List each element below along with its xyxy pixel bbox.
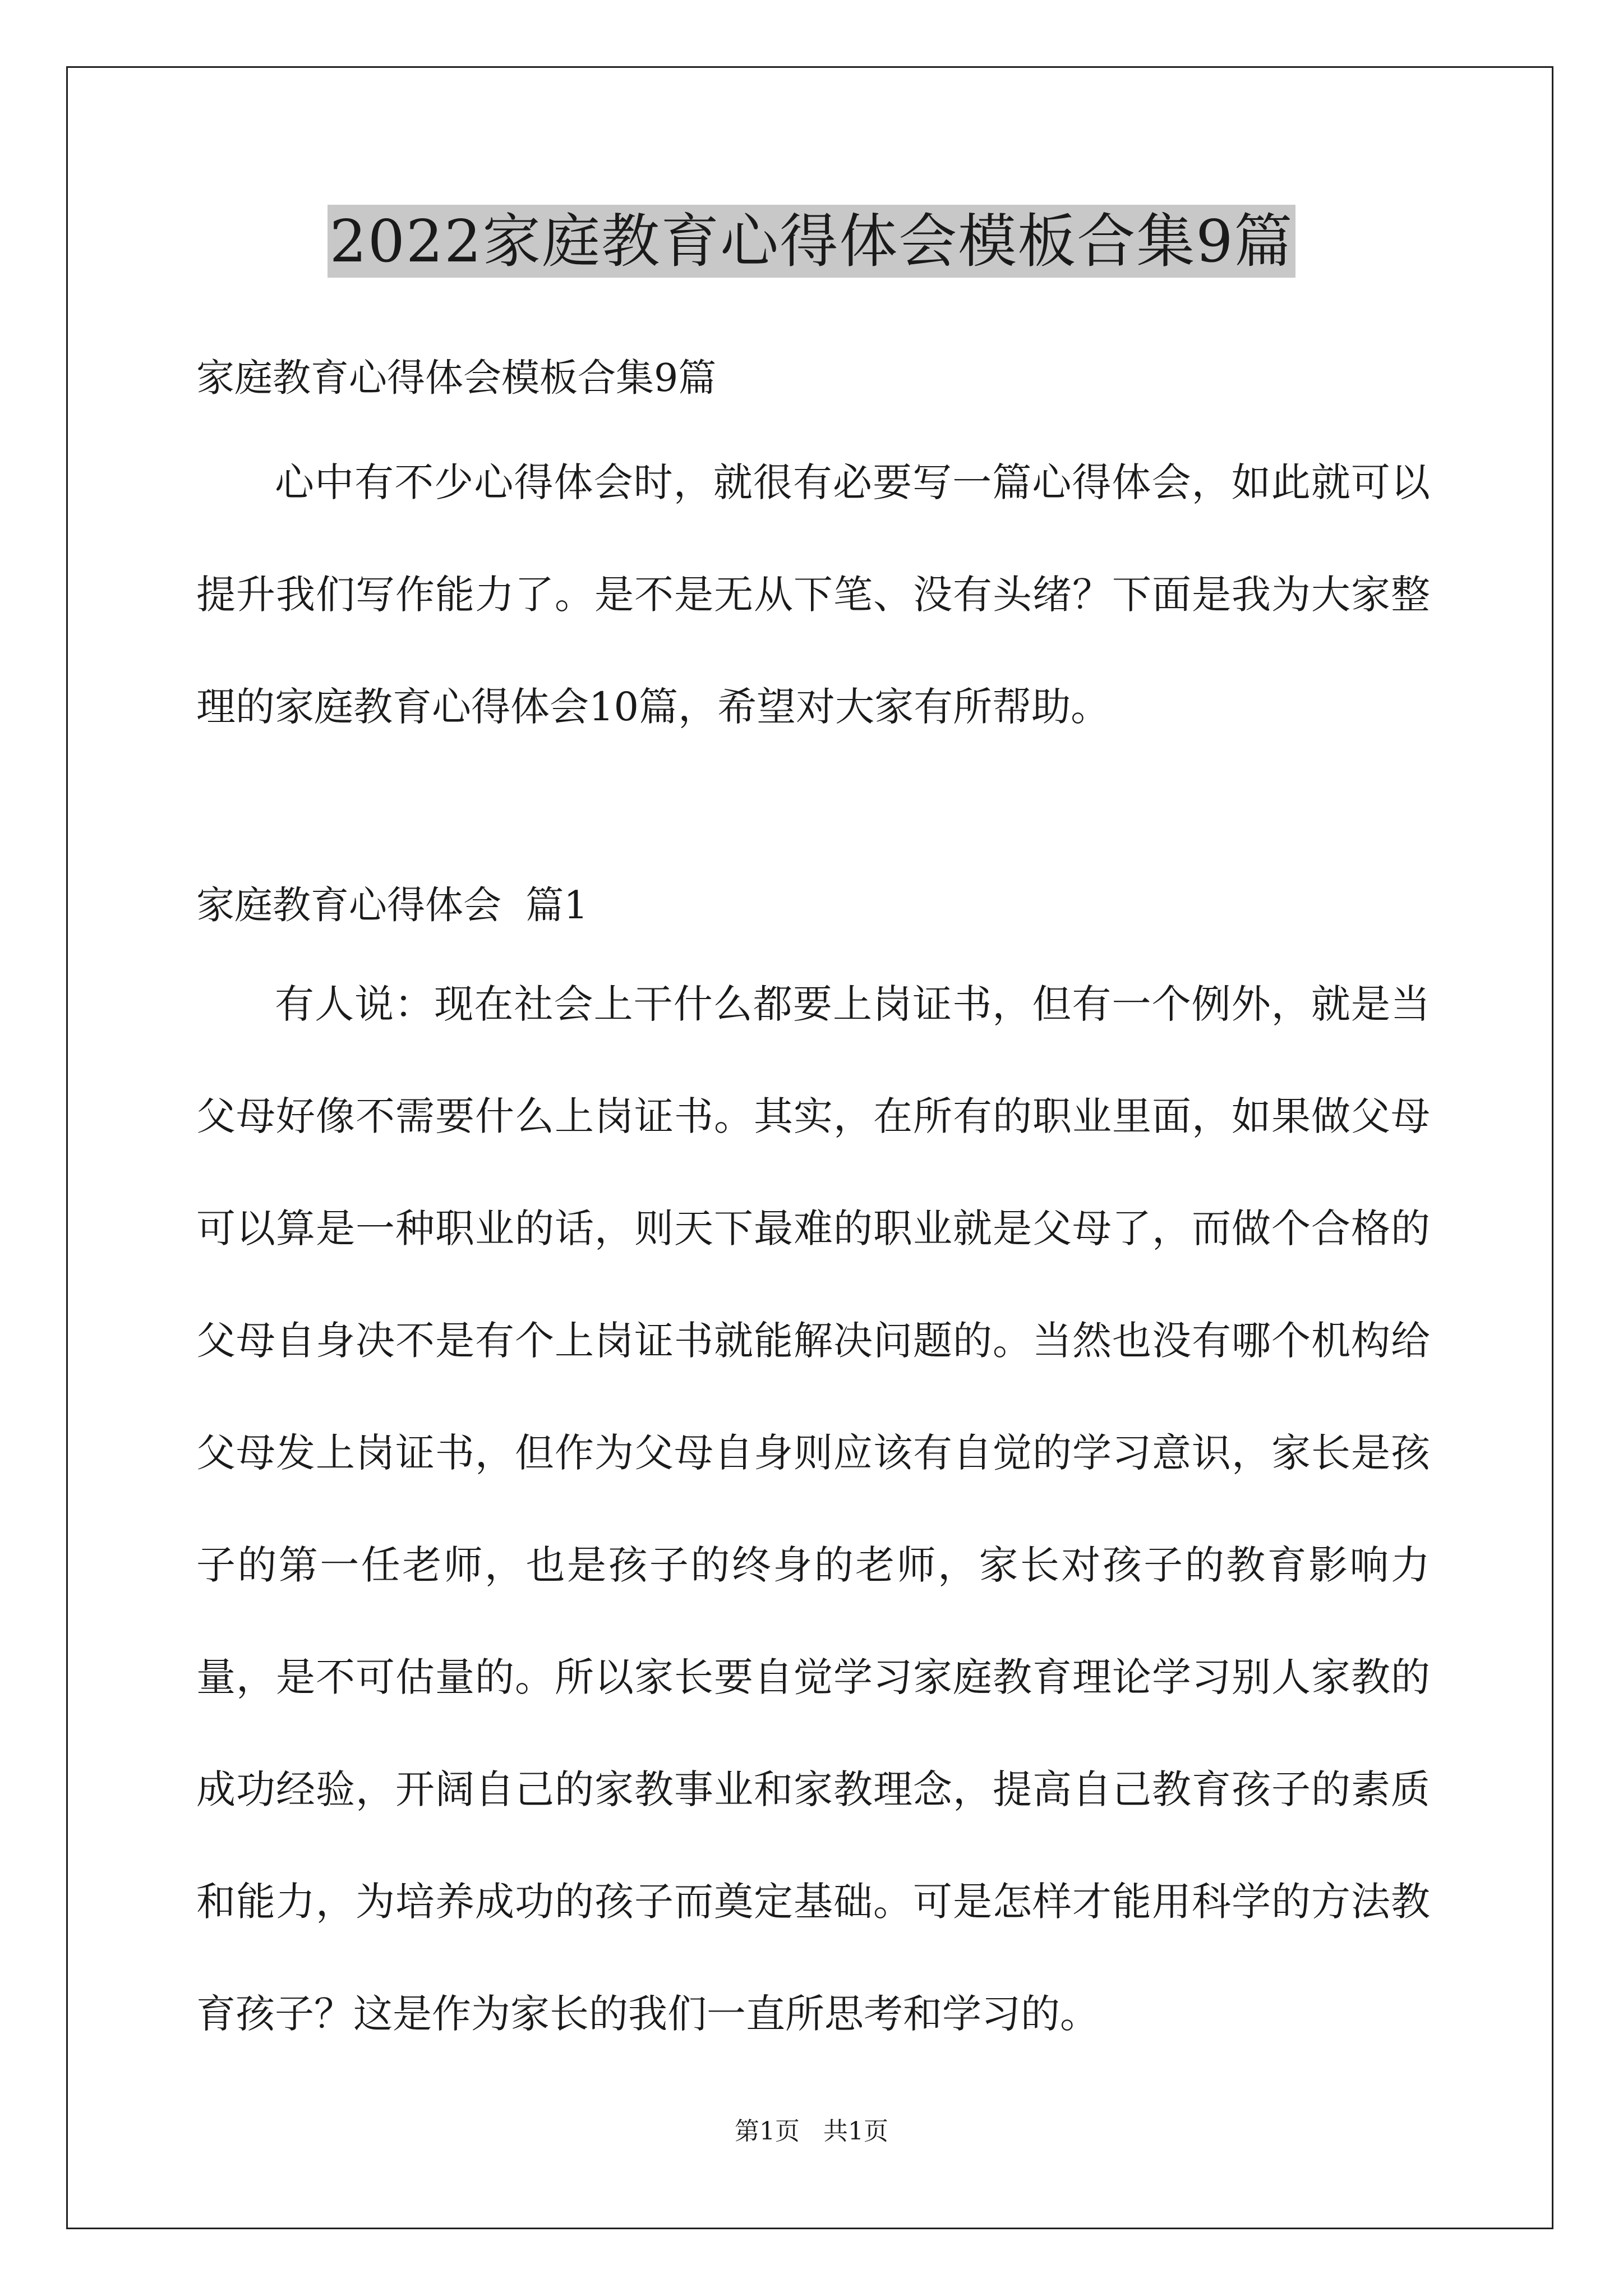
document-title-text: 2022家庭教育心得体会模板合集9篇 [328,205,1296,278]
intro-paragraph: 心中有不少心得体会时，就很有必要写一篇心得体会，如此就可以提升我们写作能力了。是不是无从下笔、没有头绪？下面是我为大家整理的家庭教育心得体会10篇，希望对大家有所帮助。 [196,459,1430,730]
section-1-paragraph: 有人说：现在社会上干什么都要上岗证书，但有一个例外，就是当父母好像不需要什么上岗证书。其实，在所有的职业里面，如果做父母可以算是一种职业的话，则天下最难的职业就是父母了，而做个合格的父母自身决不是有个上岗证书就能解决问题的。当然也没有哪个机构给父母发上岗证书，但作为父母自身则应该有自觉的学习意识，家长是孩子的第一任老师，也是孩子的终身的老师，家长对孩子的教育影响力量，是不可估量的。所以家长要自觉学习家庭教育理论学习别人家教的成功经验，开阔自己的家教事业和家教理念，提高自己教育孩子的素质和能力，为培养成功的孩子而奠定基础。可是怎样才能用科学的方法教育孩子？这是作为家长的我们一直所思考和学习的。 [196,981,1430,2037]
page-footer: 第1页 共1页 [735,2117,888,2146]
section-heading-1: 家庭教育心得体会 篇1 [196,884,588,928]
document-title [0,202,1623,280]
document-subtitle: 家庭教育心得体会模板合集9篇 [196,356,717,401]
